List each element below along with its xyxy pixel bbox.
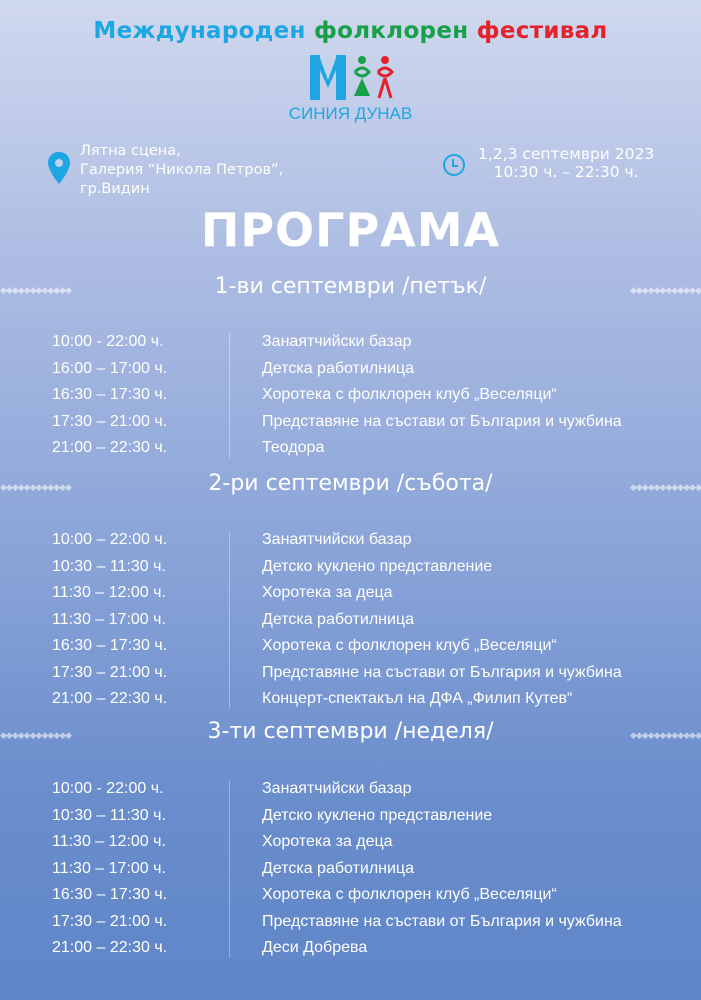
column-divider <box>229 333 230 458</box>
schedule-row <box>52 660 692 687</box>
schedule-row <box>52 554 692 581</box>
logo-text: СИНИЯ ДУНАВ <box>288 104 413 123</box>
location-pin-icon <box>48 152 70 184</box>
day-label: 1-ви септември /петък/ <box>214 274 487 299</box>
row-event: Хоротека с фолклорен клуб „Веселяци“ <box>262 386 557 404</box>
row-event: Занаятчийски базар <box>262 531 412 549</box>
row-time: 21:00 – 22:30 ч. <box>52 690 168 708</box>
row-time: 11:30 – 12:00 ч. <box>52 833 166 851</box>
row-event: Представяне на състави от България и чужбина <box>262 412 622 430</box>
location-text: Лятна сцена, Галерия “Никола Петров”, гр.Видин <box>80 143 284 197</box>
schedule-row <box>52 435 692 462</box>
program-title: ПРОГРАМА <box>200 203 501 257</box>
schedule-list <box>52 329 692 462</box>
row-time: 17:30 – 21:00 ч. <box>52 412 168 430</box>
schedule-row <box>52 409 692 436</box>
row-event: Занаятчийски базар <box>262 780 412 798</box>
row-event: Детско куклено представление <box>262 557 493 575</box>
row-time: 16:30 – 17:30 ч. <box>52 886 168 904</box>
row-event: Концерт-спектакъл на ДФА „Филип Кутев“ <box>262 690 573 708</box>
row-time: 10:30 – 11:30 ч. <box>52 806 166 824</box>
row-time: 17:30 – 21:00 ч. <box>52 912 168 930</box>
row-time: 11:30 – 17:00 ч. <box>52 610 166 628</box>
row-time: 21:00 – 22:30 ч. <box>52 939 168 957</box>
schedule-row <box>52 882 692 909</box>
day-label: 2-ри септември /събота/ <box>208 471 493 496</box>
schedule-row <box>52 329 692 356</box>
ornament-right: ◆◆◆◆◆◆◆◆◆◆◆◆ <box>629 286 701 296</box>
day-header <box>0 274 701 304</box>
schedule-row <box>52 633 692 660</box>
ornament-right: ◆◆◆◆◆◆◆◆◆◆◆◆ <box>629 731 701 741</box>
schedule-row <box>52 527 692 554</box>
date-time: 1,2,3 септември 2023 10:30 ч. – 22:30 ч. <box>478 145 655 181</box>
row-event: Детска работилница <box>262 610 414 628</box>
row-time: 10:00 - 22:00 ч. <box>52 333 164 351</box>
row-event: Занаятчийски базар <box>262 333 412 351</box>
row-time: 16:30 – 17:30 ч. <box>52 637 168 655</box>
row-time: 11:30 – 17:00 ч. <box>52 859 166 877</box>
row-time: 11:30 – 12:00 ч. <box>52 584 166 602</box>
day-label: 3-ти септември /неделя/ <box>207 719 494 744</box>
schedule-row <box>52 776 692 803</box>
ornament-left: ◆◆◆◆◆◆◆◆◆◆◆◆ <box>0 286 72 296</box>
column-divider <box>229 531 230 709</box>
schedule-row <box>52 856 692 883</box>
row-event: Хоротека с фолклорен клуб „Веселяци“ <box>262 886 557 904</box>
schedule-row <box>52 580 692 607</box>
ornament-left: ◆◆◆◆◆◆◆◆◆◆◆◆ <box>0 731 72 741</box>
row-event: Деси Добрева <box>262 939 368 957</box>
row-time: 10:00 - 22:00 ч. <box>52 780 164 798</box>
row-time: 10:00 – 22:00 ч. <box>52 531 168 549</box>
row-event: Хоротека за деца <box>262 833 393 851</box>
row-event: Детска работилница <box>262 359 414 377</box>
ornament-left: ◆◆◆◆◆◆◆◆◆◆◆◆ <box>0 483 72 493</box>
schedule-row <box>52 935 692 962</box>
row-event: Хоротека с фолклорен клуб „Веселяци“ <box>262 637 557 655</box>
schedule-row <box>52 909 692 936</box>
schedule-list <box>52 527 692 713</box>
row-event: Представяне на състави от България и чужбина <box>262 663 622 681</box>
clock-icon <box>443 154 465 176</box>
row-event: Хоротека за деца <box>262 584 393 602</box>
schedule-row <box>52 356 692 383</box>
row-time: 21:00 – 22:30 ч. <box>52 439 168 457</box>
schedule-row <box>52 829 692 856</box>
day-header <box>0 471 701 501</box>
row-event: Представяне на състави от България и чужбина <box>262 912 622 930</box>
schedule-row <box>52 686 692 713</box>
column-divider <box>229 780 230 958</box>
row-time: 16:30 – 17:30 ч. <box>52 386 168 404</box>
ornament-right: ◆◆◆◆◆◆◆◆◆◆◆◆ <box>629 483 701 493</box>
schedule-list <box>52 776 692 962</box>
festival-title: Международен фолклорен фестивал <box>93 18 608 44</box>
schedule-row <box>52 607 692 634</box>
row-time: 16:00 – 17:00 ч. <box>52 359 168 377</box>
row-time: 17:30 – 21:00 ч. <box>52 663 168 681</box>
day-header <box>0 719 701 749</box>
schedule-row <box>52 382 692 409</box>
schedule-row <box>52 803 692 830</box>
row-event: Теодора <box>262 439 325 457</box>
row-time: 10:30 – 11:30 ч. <box>52 557 166 575</box>
row-event: Детско куклено представление <box>262 806 493 824</box>
row-event: Детска работилница <box>262 859 414 877</box>
